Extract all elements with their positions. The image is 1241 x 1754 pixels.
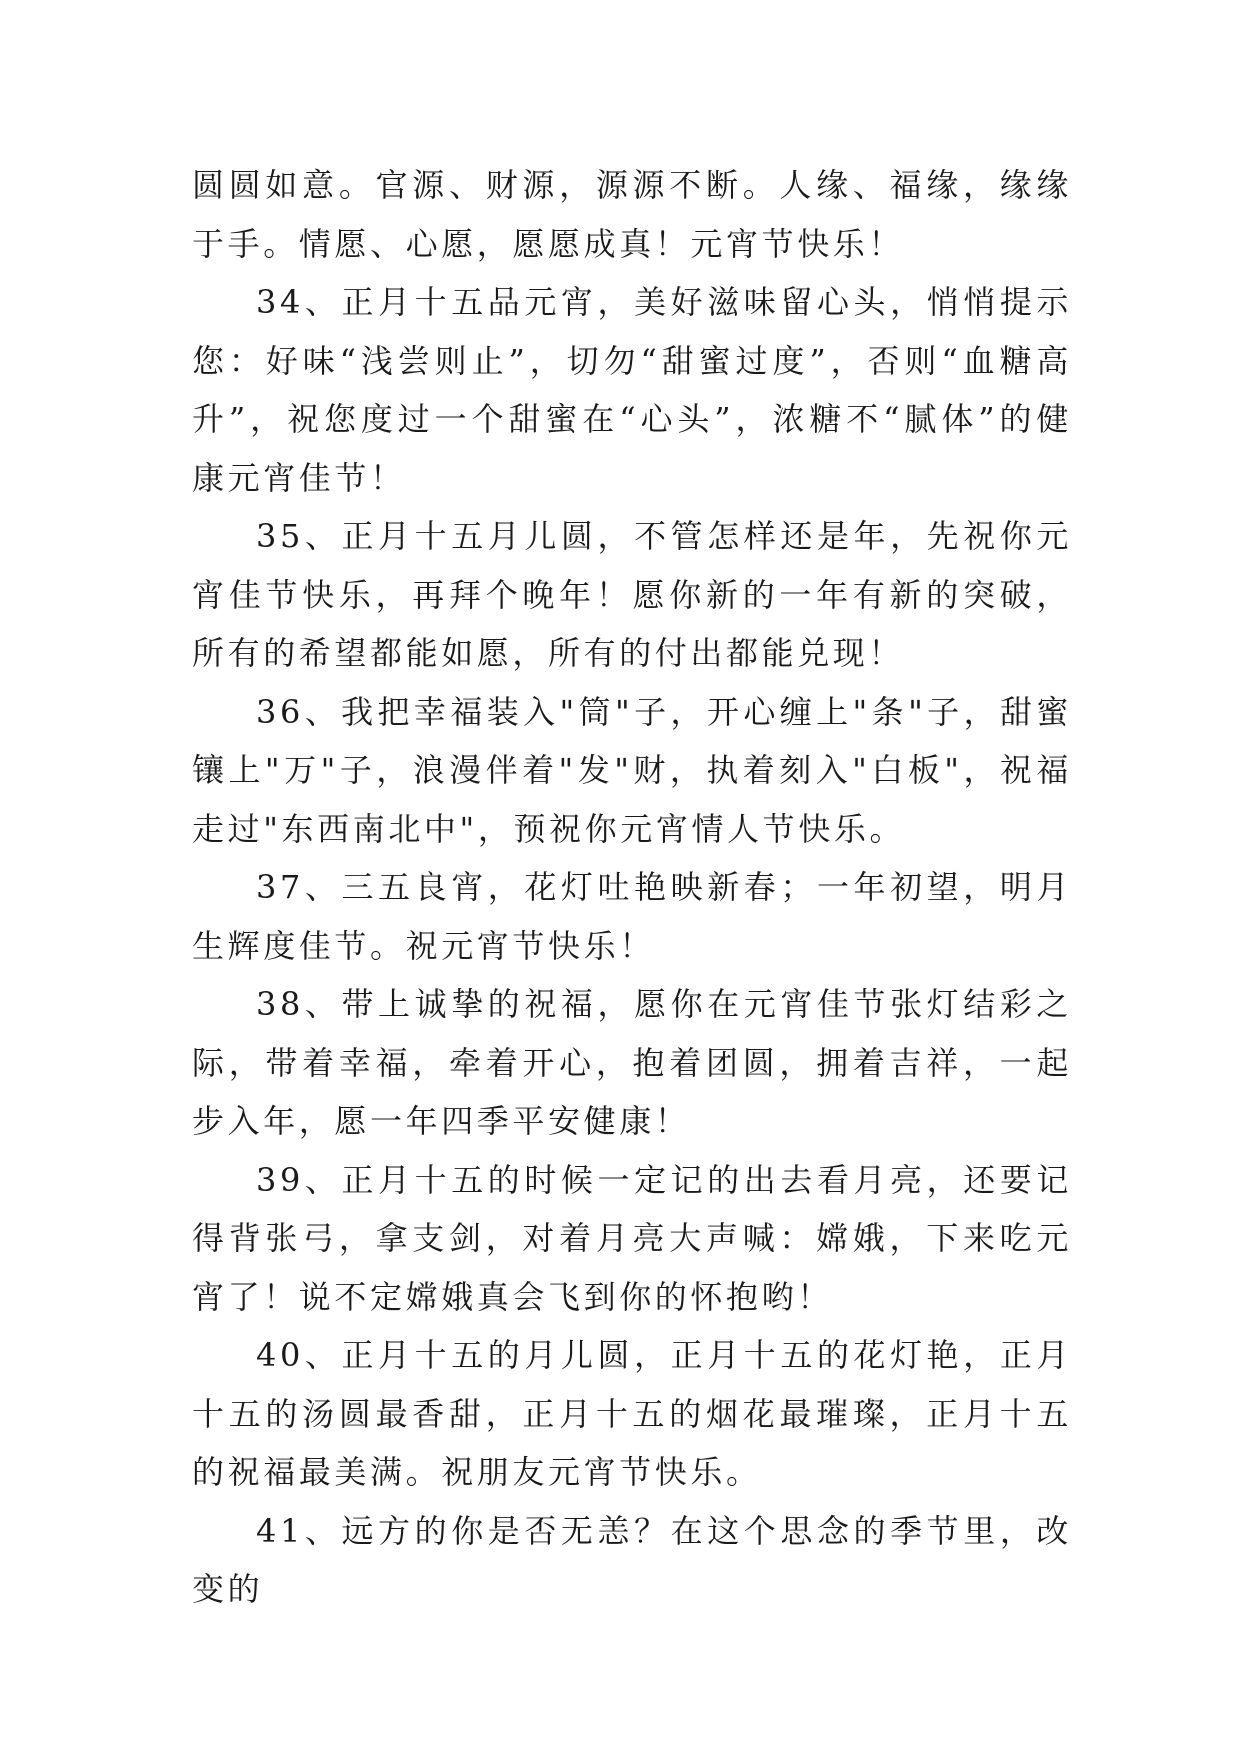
paragraph-38: 38、带上诚挚的祝福，愿你在元宵佳节张灯结彩之际，带着幸福，牵着开心，抱着团圆，拥着吉祥，一起步入年，愿一年四季平安健康！ (192, 985, 1072, 1140)
paragraph-41: 41、远方的你是否无恙？在这个思念的季节里，改变的 (192, 1511, 1072, 1608)
paragraph-39: 39、正月十五的时候一定记的出去看月亮，还要记得背张弓，拿支剑，对着月亮大声喊：嫦娥，下来吃元宵了！说不定嫦娥真会飞到你的怀抱哟！ (192, 1160, 1072, 1316)
paragraph-continuation: 圆圆如意。官源、财源，源源不断。人缘、福缘，缘缘于手。情愿、心愿，愿愿成真！元宵节快乐！ (192, 166, 1072, 263)
paragraph-37: 37、三五良宵，花灯吐艳映新春；一年初望，明月生辉度佳节。祝元宵节快乐！ (192, 868, 1072, 965)
paragraph-36: 36、我把幸福装入"筒"子，开心缠上"条"子，甜蜜镶上"万"子，浪漫伴着"发"财，执着刻入"白板"，祝福走过"东西南北中"，预祝你元宵情人节快乐。 (192, 692, 1072, 848)
paragraph-40: 40、正月十五的月儿圆，正月十五的花灯艳，正月十五的汤圆最香甜，正月十五的烟花最璀璨，正月十五的祝福最美满。祝朋友元宵节快乐。 (192, 1336, 1072, 1491)
paragraph-34: 34、正月十五品元宵，美好滋味留心头，悄悄提示您：好味“浅尝则止”，切勿“甜蜜过度”，否则“血糖高升”，祝您度过一个甜蜜在“心头”，浓糖不“腻体”的健康元宵佳节！ (192, 283, 1072, 497)
paragraph-35: 35、正月十五月儿圆，不管怎样还是年，先祝你元宵佳节快乐，再拜个晚年！愿你新的一年有新的突破，所有的希望都能如愿，所有的付出都能兑现！ (192, 517, 1072, 672)
document-body (192, 156, 1072, 1619)
